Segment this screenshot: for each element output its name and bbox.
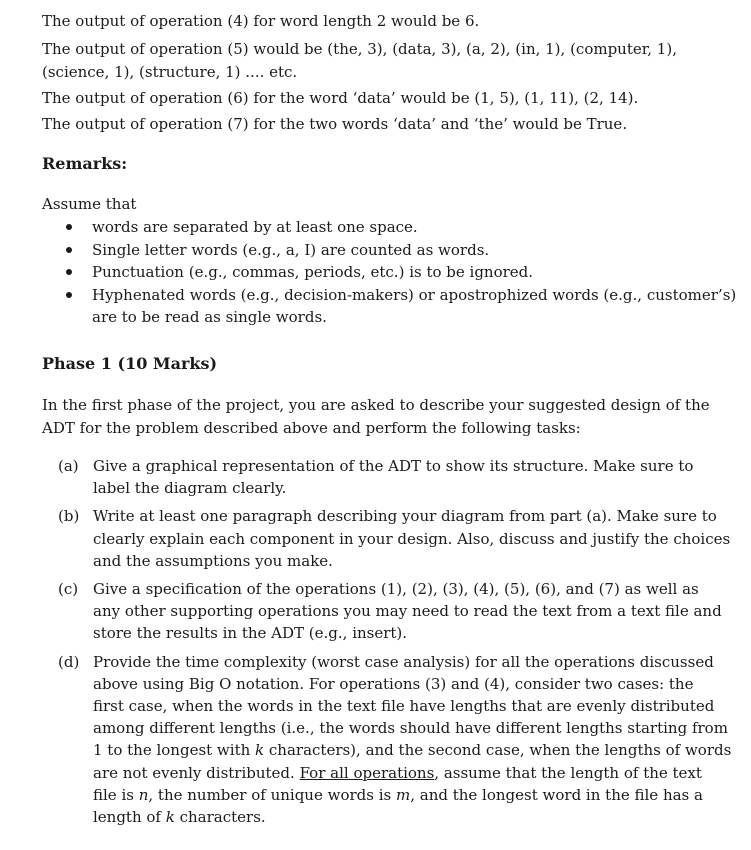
task-marker: (a): [58, 457, 79, 475]
task-marker: (b): [58, 507, 80, 526]
task-text: file is: [93, 785, 139, 804]
task-text: Give a graphical representation of the ADT to show its structure. Make sure to: [93, 457, 694, 475]
output-op6-paragraph: [42, 87, 710, 110]
task-text: Provide the time complexity (worst case analysis) for all the operations discussed: [93, 652, 714, 671]
task-text-line: [93, 806, 710, 828]
task-text: clearly explain each component in your design. Also, discuss and justify the choices: [93, 529, 731, 548]
output-op7-text: The output of operation (7) for the two words ‘data’ and ‘the’ would be True.: [42, 115, 628, 133]
task-item-c: [58, 578, 722, 645]
remarks-bullet-list: [62, 216, 737, 329]
remarks-intro-text: Assume that: [42, 195, 137, 213]
task-marker: (d): [58, 652, 80, 671]
task-text: length of: [93, 808, 166, 827]
bullet-dot-icon: [66, 224, 72, 230]
phase1-task-list: [58, 455, 732, 834]
task-text: characters.: [174, 808, 266, 827]
list-item: [62, 284, 737, 329]
bullet-text-continued: are to be read as single words.: [92, 308, 327, 326]
math-variable-n: n: [138, 785, 149, 804]
task-text: , the number of unique words is: [148, 785, 396, 804]
task-text: above using Big O notation. For operations (3) and (4), consider two cases: the: [93, 674, 694, 693]
output-op4-paragraph: [42, 10, 710, 33]
output-op6-text: The output of operation (6) for the word ‘data’ would be (1, 5), (1, 11), (2, 14).: [42, 89, 639, 107]
task-text: 1 to the longest with: [93, 741, 256, 760]
remarks-heading: Remarks:: [42, 154, 128, 173]
bullet-dot-icon: [66, 292, 72, 298]
task-text: any other supporting operations you may need to read the text from a text file and: [93, 602, 722, 621]
task-text: , assume that the length of the text: [434, 763, 702, 782]
task-text-line: [93, 784, 710, 806]
phase1-intro-line2: ADT for the problem described above and perform the following tasks:: [42, 418, 581, 437]
output-op4-text: The output of operation (4) for word length 2 would be 6.: [42, 12, 480, 30]
output-op5-paragraph: [42, 38, 710, 83]
list-item: [62, 216, 710, 239]
math-variable-m: m: [395, 785, 411, 804]
task-marker: (c): [58, 580, 79, 599]
task-item-d: [58, 651, 732, 829]
list-item: [62, 239, 710, 262]
task-text: first case, when the words in the text file have lengths that are evenly distributed: [93, 697, 715, 716]
phase1-intro: [42, 394, 710, 439]
bullet-text: Punctuation (e.g., commas, periods, etc.) is to be ignored.: [92, 263, 534, 281]
task-text: label the diagram clearly.: [93, 479, 287, 498]
output-op7-paragraph: [42, 113, 710, 136]
task-text: among different lengths (i.e., the words should have different lengths starting from: [93, 719, 728, 738]
task-text: , and the longest word in the file has a: [410, 785, 703, 804]
phase1-intro-line1: In the first phase of the project, you are asked to describe your suggested design of the: [42, 396, 710, 414]
remarks-intro: [42, 193, 710, 216]
phase1-heading: Phase 1 (10 Marks): [42, 354, 218, 373]
task-text: Write at least one paragraph describing your diagram from part (a). Make sure to: [93, 507, 717, 526]
output-op5-text-line2: (science, 1), (structure, 1) .... etc.: [42, 62, 298, 81]
task-item-b: [58, 505, 731, 572]
task-item-a: [58, 455, 710, 499]
math-variable-k: k: [255, 741, 265, 760]
underlined-phrase: For all operations: [299, 763, 435, 782]
bullet-dot-icon: [66, 247, 72, 253]
bullet-text: Hyphenated words (e.g., decision-makers) or apostrophized words (e.g., customer’s): [92, 285, 737, 304]
math-variable-k: k: [165, 808, 175, 827]
task-text: are not evenly distributed.: [93, 763, 300, 782]
bullet-text: Single letter words (e.g., a, I) are counted as words.: [92, 240, 490, 259]
task-text-line: [93, 739, 732, 761]
task-text-line: [93, 762, 710, 784]
task-text: Give a specification of the operations (1), (2), (3), (4), (5), (6), and (7) as well as: [93, 580, 699, 599]
bullet-text: words are separated by at least one space.: [92, 218, 418, 236]
task-text: characters), and the second case, when the lengths of words: [264, 741, 732, 760]
task-text: and the assumptions you make.: [93, 551, 333, 570]
task-text: store the results in the ADT (e.g., insert).: [93, 624, 408, 643]
list-item: [62, 261, 710, 284]
output-op5-text-line1: The output of operation (5) would be (the, 3), (data, 3), (a, 2), (in, 1), (computer, 1),: [42, 40, 677, 58]
bullet-dot-icon: [66, 269, 72, 275]
